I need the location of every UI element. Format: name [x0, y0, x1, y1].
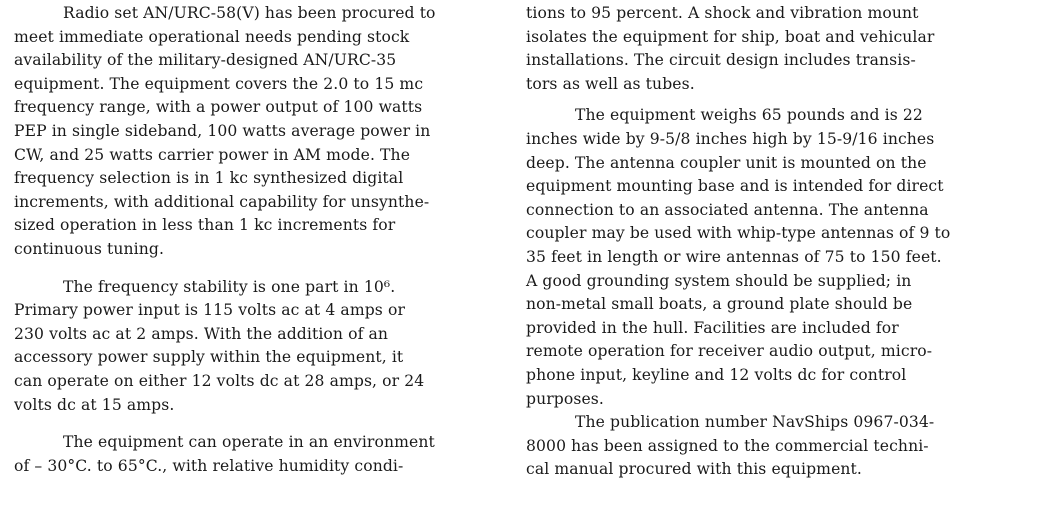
paragraph-frequency-stability — [14, 276, 502, 418]
text-line: frequency range, with a power output of 100 watts — [14, 98, 423, 117]
text-line: tors as well as tubes. — [526, 74, 695, 93]
text-line: sized operation in less than 1 kc increments for — [14, 216, 396, 235]
text-line: PEP in single sideband, 100 watts average power in — [14, 121, 431, 140]
text-line: of – 30°C. to 65°C., with relative humidity condi- — [14, 456, 404, 475]
text-line: non-metal small boats, a ground plate should be — [526, 295, 913, 314]
text-line: The publication number NavShips 0967-034- — [575, 413, 935, 432]
text-line: 230 volts ac at 2 amps. With the addition of an — [14, 324, 389, 343]
text-line: continuous tuning. — [14, 239, 165, 258]
text-line: isolates the equipment for ship, boat and vehicular — [526, 27, 935, 46]
text-line: The frequency stability is one part in 10⁶. — [63, 277, 396, 296]
text-line: coupler may be used with whip-type antennas of 9 to — [526, 224, 951, 243]
paragraph-spacer — [14, 262, 502, 276]
text-line: 35 feet in length or wire antennas of 75 to 150 feet. — [526, 247, 942, 266]
text-line: volts dc at 15 amps. — [14, 395, 175, 414]
text-line: CW, and 25 watts carrier power in AM mode. The — [14, 145, 411, 164]
text-line: A good grounding system should be supplied; in — [526, 271, 912, 290]
text-line: accessory power supply within the equipment, it — [14, 348, 404, 367]
paragraph-environment-continued — [526, 2, 1026, 96]
text-line: provided in the hull. Facilities are included for — [526, 318, 899, 337]
text-line: tions to 95 percent. A shock and vibration mount — [526, 4, 919, 22]
paragraph-weight-and-antenna — [526, 104, 1026, 411]
paragraph-publication-number — [526, 411, 1026, 482]
text-line: Radio set AN/URC-58(V) has been procured to — [63, 4, 436, 22]
text-line: phone input, keyline and 12 volts dc for control — [526, 365, 907, 384]
right-column — [526, 2, 1026, 482]
text-line: purposes. — [526, 389, 604, 408]
text-line: availability of the military-designed AN/URC-35 — [14, 51, 397, 70]
text-line: installations. The circuit design includes transis- — [526, 51, 916, 70]
text-line: remote operation for receiver audio output, micro- — [526, 342, 933, 361]
text-line: increments, with additional capability for unsynthe- — [14, 192, 430, 211]
text-line: deep. The antenna coupler unit is mounted on the — [526, 153, 927, 172]
text-line: equipment. The equipment covers the 2.0 to 15 mc — [14, 74, 424, 93]
text-line: meet immediate operational needs pending stock — [14, 27, 410, 46]
text-line: cal manual procured with this equipment. — [526, 460, 862, 479]
text-line: can operate on either 12 volts dc at 28 amps, or 24 — [14, 371, 425, 390]
paragraph-radio-set-overview — [14, 2, 502, 262]
text-line: The equipment weighs 65 pounds and is 22 — [575, 106, 923, 125]
text-line: equipment mounting base and is intended for direct — [526, 177, 944, 196]
text-line: frequency selection is in 1 kc synthesized digital — [14, 169, 404, 188]
paragraph-spacer — [526, 96, 1026, 104]
paragraph-spacer — [14, 417, 502, 431]
text-line: The equipment can operate in an environment — [63, 433, 435, 452]
paragraph-environment — [14, 431, 502, 478]
left-column — [14, 2, 502, 478]
text-line: connection to an associated antenna. The antenna — [526, 200, 929, 219]
text-line: 8000 has been assigned to the commercial techni- — [526, 436, 929, 455]
text-line: Primary power input is 115 volts ac at 4 amps or — [14, 301, 406, 320]
text-line: inches wide by 9-5/8 inches high by 15-9/16 inches — [526, 129, 935, 148]
